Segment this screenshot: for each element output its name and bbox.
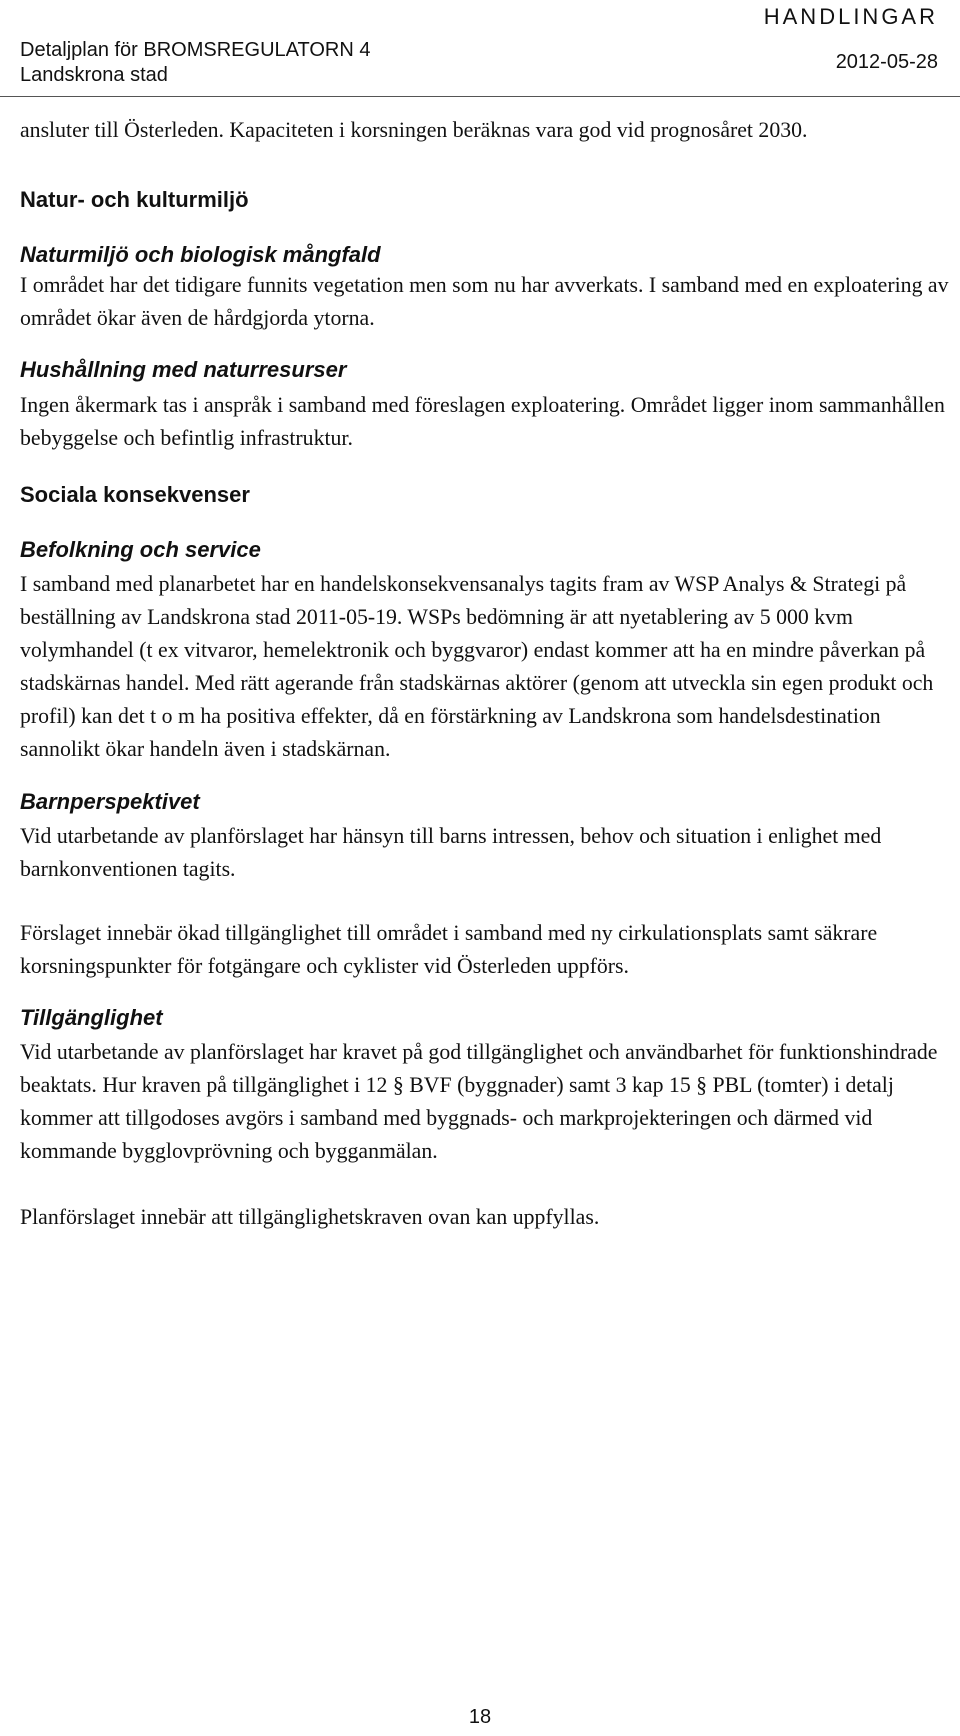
page-header <box>0 0 960 96</box>
heading-barnperspektivet: Barnperspektivet <box>20 789 200 814</box>
header-left <box>20 38 370 88</box>
tillganglighet-text-2: Planförslaget innebär att tillgänglighetskraven ovan kan uppfyllas. <box>20 1205 600 1229</box>
header-divider <box>0 96 960 97</box>
naturmiljo-text: I området har det tidigare funnits vegetation men som nu har avverkats. I samband med en exploatering av området ökar även de hårdgjorda ytorna. <box>20 273 949 330</box>
page-content <box>20 114 950 1234</box>
heading-sociala-konsekvenser: Sociala konsekvenser <box>20 482 250 507</box>
document-date: 2012-05-28 <box>835 51 938 73</box>
heading-befolkning-service: Befolkning och service <box>20 537 261 562</box>
barn-text-1: Vid utarbetande av planförslaget har hänsyn till barns intressen, behov och situation i enlighet med barnkonventionen tagits. <box>20 824 882 881</box>
heading-tillganglighet: Tillgänglighet <box>20 1005 163 1030</box>
document-type: HANDLINGAR <box>763 4 938 29</box>
befolkning-text: I samband med planarbetet har en handelskonsekvensanalys tagits fram av WSP Analys & Strategi på beställning av Landskrona stad 2011-05-19. WSPs bedömning är att nyetablering av 5 000 kvm volymhandel (t ex vitvaror, hemelektronik och byggvaror) endast kommer att ha en mindre påverkan på stadskärnas handel. Med rätt agerande från stadskärnas aktörer (genom att utveckla sin egen produkt och profil) kan det t o m ha positiva effekter, då en förstärkning av Landskrona som handelsdestination sannolikt ökar handeln även i stadskärnan. <box>20 572 934 761</box>
page-number: 18 <box>468 1706 492 1728</box>
heading-naturmiljo: Naturmiljö och biologisk mångfald <box>20 242 381 267</box>
heading-hushallning: Hushållning med naturresurser <box>20 357 347 382</box>
intro-paragraph: ansluter till Österleden. Kapaciteten i korsningen beräknas vara god vid prognosåret 2030. <box>20 118 808 142</box>
municipality: Landskrona stad <box>20 64 168 86</box>
plan-title: Detaljplan för BROMSREGULATORN 4 <box>20 39 371 61</box>
hushallning-text: Ingen åkermark tas i anspråk i samband med föreslagen exploatering. Området ligger inom sammanhållen bebyggelse och befintlig infrastruktur. <box>20 393 945 450</box>
heading-natur-kulturmiljo: Natur- och kulturmiljö <box>20 187 249 212</box>
tillganglighet-text-1: Vid utarbetande av planförslaget har kravet på god tillgänglighet och användbarhet för funktionshindrade beaktats. Hur kraven på tillgänglighet i 12 § BVF (byggnader) samt 3 kap 15 § PBL (tomter) i detalj kommer att tillgodoses avgörs i samband med byggnads- och markprojekteringen och därmed vid kommande bygglovprövning och bygganmälan. <box>20 1040 938 1163</box>
barn-text-2: Förslaget innebär ökad tillgänglighet till området i samband med ny cirkulationsplats samt säkrare korsningspunkter för fotgängare och cyklister vid Österleden uppförs. <box>20 921 878 978</box>
